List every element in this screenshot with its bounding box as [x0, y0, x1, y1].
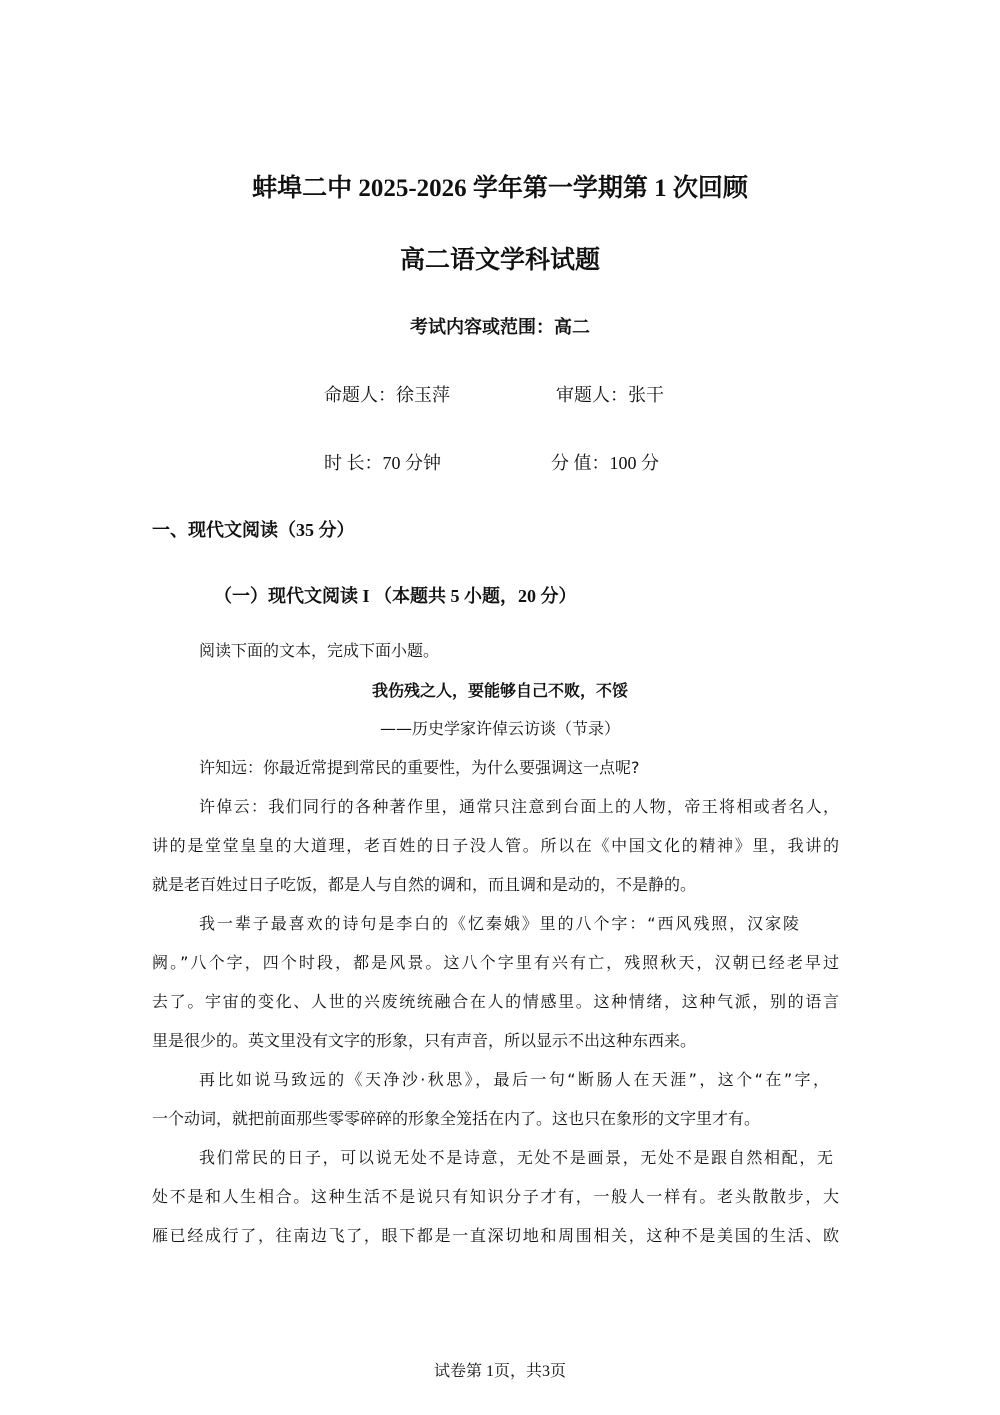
article-line: 雁已经成行了，往南边飞了，眼下都是一直深切地和周围相关，这种不是美国的生活、欧: [152, 1226, 839, 1245]
article-line: 我一辈子最喜欢的诗句是李白的《忆秦娥》里的八个字：“西风残照，汉家陵: [199, 914, 799, 933]
article-line: 处不是和人生相合。这种生活不是说只有知识分子才有，一般人一样有。老头散散步，大: [152, 1187, 839, 1206]
subsection-heading: （一）现代文阅读 I （本题共 5 小题，20 分）: [214, 586, 577, 606]
score-label: 分 值：100 分: [551, 453, 659, 473]
exam-title: 蚌埠二中 2025-2026 学年第一学期第 1 次回顾: [252, 175, 748, 202]
article-line: 里是很少的。英文里没有文字的形象，只有声音，所以显示不出这种东西来。: [152, 1031, 697, 1050]
article-line: 阙。”八个字，四个时段，都是风景。这八个字里有兴有亡，残照秋天，汉朝已经老早过: [152, 953, 839, 972]
article-subtitle: ——历史学家许倬云访谈（节录）: [379, 719, 620, 738]
section-heading: 一、现代文阅读（35 分）: [152, 520, 355, 540]
exam-subtitle: 高二语文学科试题: [399, 245, 600, 274]
duration-label: 时 长：70 分钟: [324, 453, 441, 473]
article-line: 就是老百姓过日子吃饭，都是人与自然的调和，而且调和是动的，不是静的。: [152, 875, 697, 894]
exam-scope: 考试内容或范围：高二: [410, 317, 590, 338]
page-number: 试卷第 1页，共3页: [433, 1363, 566, 1380]
article-line: 我们常民的日子，可以说无处不是诗意，无处不是画景，无处不是跟自然相配，无: [199, 1148, 833, 1167]
proposer-label: 命题人：徐玉萍: [324, 385, 450, 406]
article-line: 许知远：你最近常提到常民的重要性，为什么要强调这一点呢?: [199, 758, 640, 777]
article-line: 去了。宇宙的变化、人世的兴废统统融合在人的情感里。这种情绪，这种气派，别的语言: [152, 992, 839, 1011]
article-line: 许倬云：我们同行的各种著作里，通常只注意到台面上的人物，帝王将相或者名人，: [199, 797, 839, 816]
article-title: 我伤残之人，要能够自己不败，不馁: [371, 681, 628, 700]
reviewer-label: 审题人：张干: [556, 385, 664, 406]
article-line: 再比如说马致远的《天净沙·秋思》，最后一句“断肠人在天涯”，这个“在”字，: [199, 1070, 829, 1089]
article-line: 讲的是堂堂皇皇的大道理，老百姓的日子没人管。所以在《中国文化的精神》里，我讲的: [152, 836, 839, 855]
reading-instruction: 阅读下面的文本，完成下面小题。: [199, 641, 440, 660]
article-line: 一个动词，就把前面那些零零碎碎的形象全笼括在内了。这也只在象形的文字里才有。: [152, 1109, 761, 1128]
